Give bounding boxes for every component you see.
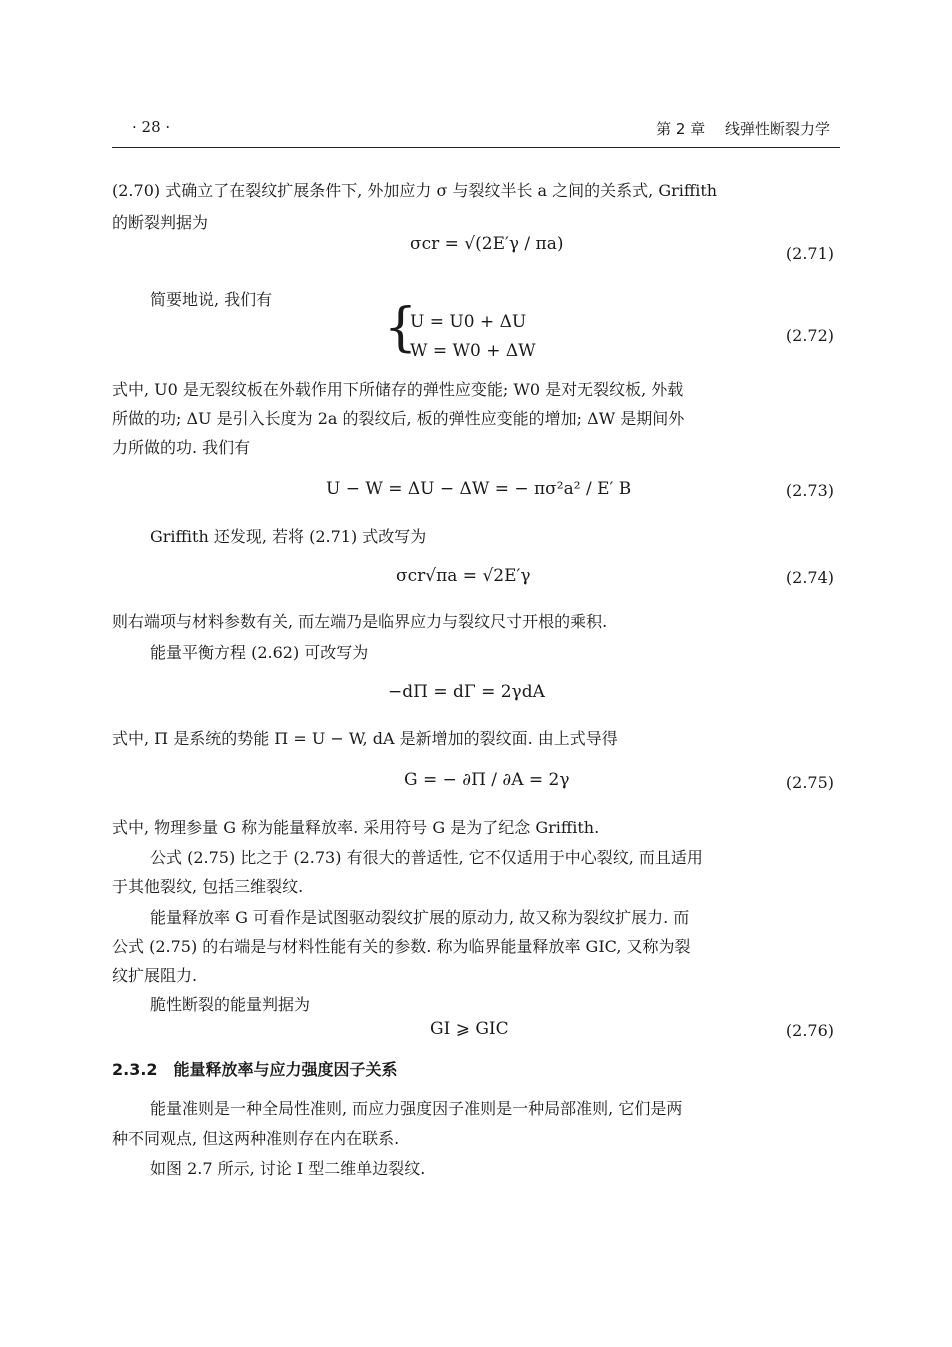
equation-2-72a: U = U0 + ΔU (410, 312, 527, 332)
paragraph-line: 的断裂判据为 (112, 213, 209, 232)
section-heading: 2.3.2 能量释放率与应力强度因子关系 (112, 1060, 398, 1079)
equation-2-74: σcr√πa = √2E′γ (396, 566, 531, 586)
equation-energy-balance: −dΠ = dΓ = 2γdA (388, 682, 545, 702)
equation-number: (2.75) (785, 773, 834, 792)
paragraph-line: 力所做的功. 我们有 (112, 438, 251, 457)
equation-2-71: σcr = √(2E′γ / πa) (410, 234, 564, 254)
paragraph-line: 于其他裂纹, 包括三维裂纹. (112, 877, 304, 896)
paragraph-line: 公式 (2.75) 的右端是与材料性能有关的参数. 称为临界能量释放率 GIC, 又称为裂 (112, 937, 691, 956)
paragraph-line: (2.70) 式确立了在裂纹扩展条件下, 外加应力 σ 与裂纹半长 a 之间的关系式, Griffith (112, 181, 718, 200)
paragraph-line: 简要地说, 我们有 (150, 290, 273, 309)
equation-2-73: U − W = ΔU − ΔW = − πσ²a² / E′ B (326, 479, 632, 499)
paragraph-line: 式中, Π 是系统的势能 Π = U − W, dA 是新增加的裂纹面. 由上式导得 (112, 729, 618, 748)
equation-number: (2.72) (785, 326, 834, 345)
paragraph-line: 脆性断裂的能量判据为 (150, 995, 311, 1014)
paragraph-line: 能量准则是一种全局性准则, 而应力强度因子准则是一种局部准则, 它们是两 (150, 1099, 683, 1118)
equation-2-76: GI ⩾ GIC (430, 1019, 509, 1039)
page-number: · 28 · (132, 118, 171, 136)
paragraph-line: 如图 2.7 所示, 讨论 I 型二维单边裂纹. (150, 1159, 426, 1178)
paragraph-line: 能量释放率 G 可看作是试图驱动裂纹扩展的原动力, 故又称为裂纹扩展力. 而 (150, 908, 690, 927)
paragraph-line: 公式 (2.75) 比之于 (2.73) 有很大的普适性, 它不仅适用于中心裂纹, 而且适用 (150, 848, 703, 867)
paragraph-line: 种不同观点, 但这两种准则存在内在联系. (112, 1129, 400, 1148)
paragraph-line: 则右端项与材料参数有关, 而左端乃是临界应力与裂纹尺寸开根的乘积. (112, 612, 608, 631)
paragraph-line: 式中, 物理参量 G 称为能量释放率. 采用符号 G 是为了纪念 Griffith. (112, 818, 600, 837)
paragraph-line: 纹扩展阻力. (112, 966, 198, 985)
equation-2-75: G = − ∂Π / ∂A = 2γ (404, 770, 570, 790)
paragraph-line: 能量平衡方程 (2.62) 可改写为 (150, 643, 369, 662)
equation-number: (2.71) (785, 244, 834, 263)
equation-number: (2.73) (785, 481, 834, 500)
equation-number: (2.74) (785, 568, 834, 587)
paragraph-line: 所做的功; ΔU 是引入长度为 2a 的裂纹后, 板的弹性应变能的增加; ΔW 是期间外 (112, 409, 685, 428)
equation-number: (2.76) (785, 1021, 834, 1040)
paragraph-line: Griffith 还发现, 若将 (2.71) 式改写为 (150, 527, 427, 546)
header-rule (112, 147, 840, 148)
chapter-title: 第 2 章 线弹性断裂力学 (656, 120, 830, 138)
paragraph-line: 式中, U0 是无裂纹板在外载作用下所储存的弹性应变能; W0 是对无裂纹板, 外载 (112, 380, 684, 399)
equation-2-72b: W = W0 + ΔW (410, 341, 536, 361)
brace-symbol: { (384, 298, 418, 358)
